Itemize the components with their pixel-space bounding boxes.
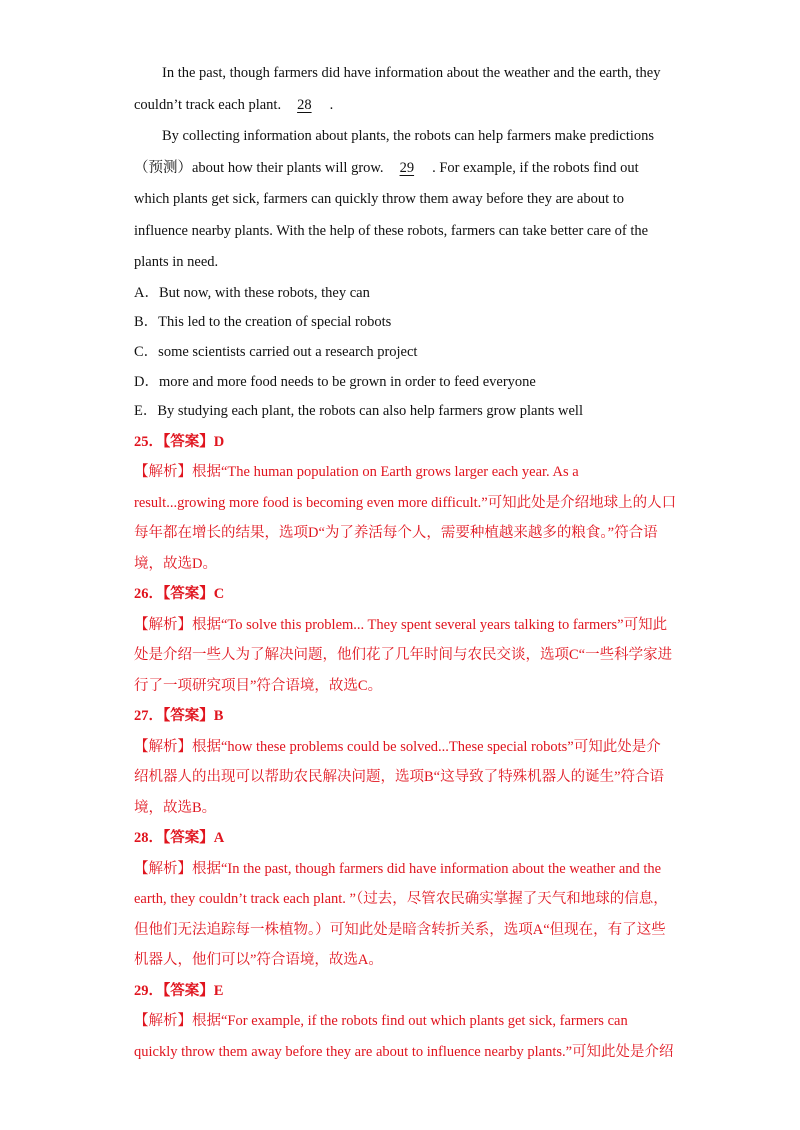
option-c: C．some scientists carried out a research project <box>134 343 418 360</box>
passage-text: couldn’t track each plant. <box>134 96 282 113</box>
answer-heading: 29．【答案】E <box>134 982 224 999</box>
option-b: B．This led to the creation of special robots <box>134 314 392 331</box>
explanation-line: quickly throw them away before they are about to influence nearby plants.”可知此处是介绍 <box>134 1043 674 1060</box>
answer-blank-28: 28 <box>297 96 312 113</box>
answer-section <box>134 427 677 1068</box>
passage-line <box>134 153 666 185</box>
answer-25 <box>134 427 677 580</box>
explanation-line: 【解析】根据“In the past, though farmers did have information about the weather and the <box>134 860 662 877</box>
passage-line: influence nearby plants. With the help of these robots, farmers can take better care of the <box>134 222 649 239</box>
explanation-line: 境，故选B。 <box>134 799 217 816</box>
explanation-line: 每年都在增长的结果，选项D“为了养活每个人，需要种植越来越多的粮食。”符合语 <box>134 525 658 542</box>
explanation-line: result...growing more food is becoming even more difficult.”可知此处是介绍地球上的人口 <box>134 494 677 511</box>
explanation-line: 行了一项研究项目”符合语境，故选C。 <box>134 677 383 694</box>
explanation-line: earth, they couldn’t track each plant. ”（过去，尽管农民确实掌握了天气和地球的信息， <box>134 891 668 908</box>
explanation-line: 绍机器人的出现可以帮助农民解决问题，选项B“这导致了特殊机器人的诞生”符合语 <box>134 769 665 786</box>
explanation-line: 处是介绍一些人为了解决问题，他们花了几年时间与农民交谈，选项C“一些科学家进 <box>134 647 673 664</box>
explanation-line: 【解析】根据“For example, if the robots find out which plants get sick, farmers can <box>134 1013 628 1030</box>
passage-line: By collecting information about plants, the robots can help farmers make predictions <box>162 128 655 144</box>
explanation-line: 但他们无法追踪每一株植物。）可知此处是暗含转折关系，选项A“但现在，有了这些 <box>134 921 666 938</box>
answer-27 <box>134 701 666 823</box>
passage <box>134 58 666 279</box>
passage-line <box>134 90 666 122</box>
passage-line: In the past, though farmers did have information about the weather and the earth, they <box>162 65 661 81</box>
passage-line: which plants get sick, farmers can quickly throw them away before they are about to <box>134 191 625 207</box>
answer-blank-29: 29 <box>399 159 415 176</box>
passage-line: plants in need. <box>134 254 219 270</box>
passage-text: （预测）about how their plants will grow. <box>134 159 384 176</box>
passage-text: . For example, if the robots find out <box>432 159 639 176</box>
explanation-line: 机器人，他们可以”符合语境，故选A。 <box>134 952 383 969</box>
explanation-line: 【解析】根据“how these problems could be solved...These special robots”可知此处是介 <box>134 738 661 755</box>
explanation-line: 【解析】根据“The human population on Earth grows larger each year. As a <box>134 464 579 481</box>
answer-heading: 26．【答案】C <box>134 586 225 603</box>
option-list <box>134 279 666 427</box>
passage-text: . <box>329 96 334 113</box>
answer-heading: 28．【答案】A <box>134 830 225 847</box>
answer-26 <box>134 579 673 701</box>
answer-28 <box>134 823 666 976</box>
answer-heading: 25．【答案】D <box>134 433 225 450</box>
answer-29 <box>134 976 674 1068</box>
explanation-line: 【解析】根据“To solve this problem... They spent several years talking to farmers”可知此 <box>134 616 668 633</box>
option-d: D．more and more food needs to be grown in order to feed everyone <box>134 373 536 390</box>
answer-heading: 27．【答案】B <box>134 708 224 725</box>
document-content <box>134 58 677 1067</box>
explanation-line: 境，故选D。 <box>134 555 217 572</box>
option-e: E．By studying each plant, the robots can also help farmers grow plants well <box>134 403 583 420</box>
option-a: A．But now, with these robots, they can <box>134 284 370 301</box>
